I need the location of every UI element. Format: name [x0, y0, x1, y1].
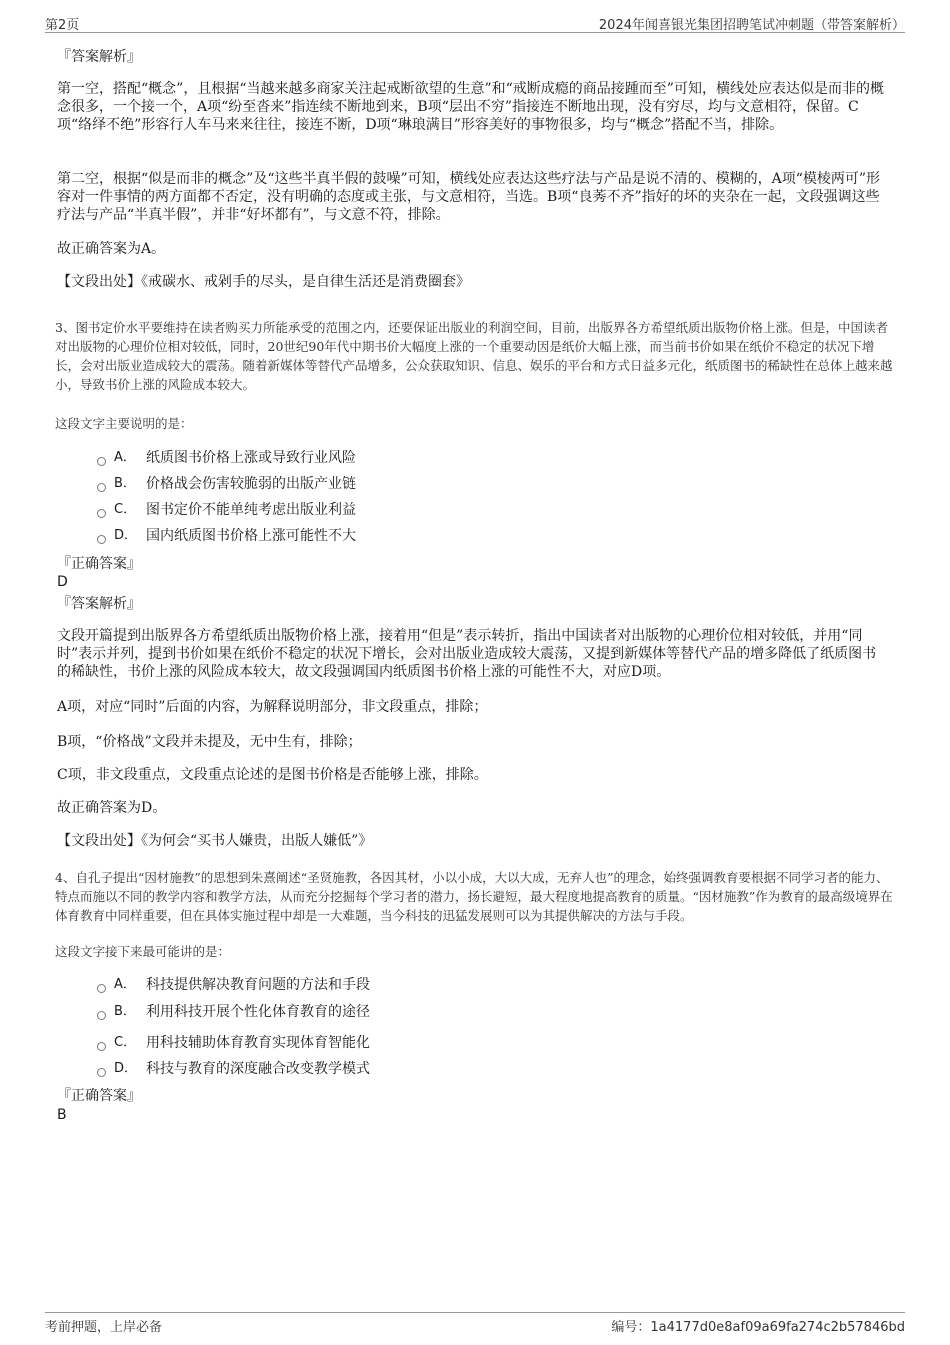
option-letter: D．: [114, 528, 138, 543]
option-text: 图书定价不能单纯考虑出版业利益: [146, 502, 356, 518]
q2-analysis-para-2: 第二空，根据“似是而非的概念”及“这些半真半假的鼓噪”可知，横线处应表达这些疗法与产品是说不清的、模糊的，A项“模棱两可”形容对一件事情的两方面都不否定，没有明确的态度或主张，与文意相符，当选。B项“良莠不齐”指好的坏的夹杂在一起，文段强调这些疗法与产品“半真半假”，并非“好坏都有”，与文意不符，排除。: [57, 171, 881, 223]
q3-analysis-para-1: 文段开篇提到出版界各方希望纸质出版物价格上涨，接着用“但是”表示转折，指出中国读者对出版物的心理价位相对较低，并用“同时”表示并列，提到书价如果在纸价不稳定的状况下增长，会对出版业造成较大震荡，又提到新媒体等替代产品的增多降低了纸质图书的稀缺性，书价上涨的风险成本较大，故文段强调国内纸质图书价格上涨的可能性不大，对应D项。: [57, 628, 877, 680]
option-letter: C．: [114, 1035, 137, 1050]
option-text: 科技与教育的深度融合改变教学模式: [146, 1061, 370, 1077]
q3-analysis-para-3: B项，“价格战”文段并未提及，无中生有，排除；: [57, 734, 362, 750]
q3-option-b[interactable]: [97, 475, 356, 493]
q3-prompt: 这段文字主要说明的是：: [55, 416, 193, 431]
page-number: 第2页: [45, 18, 80, 33]
q3-option-d[interactable]: [97, 527, 356, 545]
radio-icon[interactable]: [97, 535, 106, 544]
footer-code: 编号：1a4177d0e8af09a69fa274c2b57846bd: [611, 1320, 905, 1335]
q3-option-a[interactable]: [97, 449, 356, 467]
option-letter: C．: [114, 502, 137, 517]
option-letter: B．: [114, 476, 136, 491]
q4-prompt: 这段文字接下来最可能讲的是：: [55, 944, 231, 959]
q4-option-b[interactable]: [97, 1003, 370, 1021]
option-text: 科技提供解决教育问题的方法和手段: [146, 977, 370, 993]
q2-analysis-label: 『答案解析』: [57, 49, 141, 65]
page-footer: [45, 1312, 905, 1335]
option-text: 纸质图书价格上涨或导致行业风险: [146, 450, 356, 466]
q4-option-c[interactable]: [97, 1034, 370, 1052]
q3-analysis-para-2: A项，对应“同时”后面的内容，为解释说明部分，非文段重点，排除；: [57, 699, 488, 715]
q4-stem: 4、自孔子提出“因材施教”的思想到朱熹阐述“圣贤施教，各因其材，小以小成，大以大成，无弃人也”的理念，始终强调教育要根据不同学习者的能力、特点而施以不同的教学内容和教学方法，从而充分挖掘每个学习者的潜力，扬长避短，最大程度地提高教育的质量。“因材施教”作为教育的最高级境界在体育教育中同样重要，但在具体实施过程中却是一大难题，当今科技的迅猛发展则可以为其提供解决的方法与手段。: [55, 870, 893, 923]
radio-icon[interactable]: [97, 1011, 106, 1020]
q3-source: 【文段出处】《为何会“买书人嫌贵，出版人嫌低”》: [57, 833, 373, 849]
option-text: 用科技辅助体育教育实现体育智能化: [146, 1035, 370, 1051]
q3-answer: D: [57, 574, 68, 590]
radio-icon[interactable]: [97, 483, 106, 492]
page-header: [45, 12, 905, 33]
q2-conclusion: 故正确答案为A。: [57, 241, 166, 257]
q2-source: 【文段出处】《戒碳水、戒剁手的尽头，是自律生活还是消费圈套》: [57, 274, 470, 290]
q4-answer: B: [57, 1107, 67, 1123]
q3-stem: 3、图书定价水平要维持在读者购买力所能承受的范围之内，还要保证出版业的利润空间，目前，出版界各方希望纸质出版物价格上涨。但是，中国读者对出版物的心理价位相对较低，同时，20世纪90年代中期书价大幅度上涨的一个重要动因是纸价大幅上涨，而当前书价如果在纸价不稳定的状况下增长，会对出版业造成较大的震荡。随着新媒体等替代产品增多，公众获取知识、信息、娱乐的平台和方式日益多元化，纸质图书的稀缺性在总体上越来越小，导致书价上涨的风险成本较大。: [55, 320, 893, 392]
option-text: 价格战会伤害较脆弱的出版产业链: [146, 476, 356, 492]
radio-icon[interactable]: [97, 457, 106, 466]
footer-slogan: 考前押题，上岸必备: [45, 1320, 163, 1335]
option-letter: A．: [114, 450, 136, 465]
radio-icon[interactable]: [97, 509, 106, 518]
q4-option-d[interactable]: [97, 1060, 370, 1078]
radio-icon[interactable]: [97, 1068, 106, 1077]
document-title: 2024年闻喜银光集团招聘笔试冲刺题（带答案解析）: [598, 18, 905, 33]
q3-conclusion: 故正确答案为D。: [57, 800, 167, 816]
q3-analysis-label: 『答案解析』: [57, 596, 141, 612]
option-letter: D．: [114, 1061, 138, 1076]
q2-analysis-para-1: 第一空，搭配“概念”，且根据“当越来越多商家关注起戒断欲望的生意”和“戒断成瘾的商品接踵而至”可知，横线处应表达似是而非的概念很多，一个接一个，A项“纷至沓来”指连续不断地到来，B项“层出不穷”指接连不断地出现，没有穷尽，均与文意相符，保留。C项“络绎不绝”形容行人车马来来往往，接连不断，D项“琳琅满目”形容美好的事物很多，均与“概念”搭配不当，排除。: [57, 81, 884, 133]
option-text: 国内纸质图书价格上涨可能性不大: [146, 528, 356, 544]
radio-icon[interactable]: [97, 984, 106, 993]
q4-option-a[interactable]: [97, 976, 370, 994]
option-letter: A．: [114, 977, 136, 992]
q3-analysis-para-4: C项，非文段重点，文段重点论述的是图书价格是否能够上涨，排除。: [57, 767, 488, 783]
radio-icon[interactable]: [97, 1042, 106, 1051]
q3-option-c[interactable]: [97, 501, 356, 519]
q4-answer-label: 『正确答案』: [57, 1088, 141, 1104]
option-text: 利用科技开展个性化体育教育的途径: [146, 1004, 370, 1020]
option-letter: B．: [114, 1004, 136, 1019]
q3-answer-label: 『正确答案』: [57, 556, 141, 572]
